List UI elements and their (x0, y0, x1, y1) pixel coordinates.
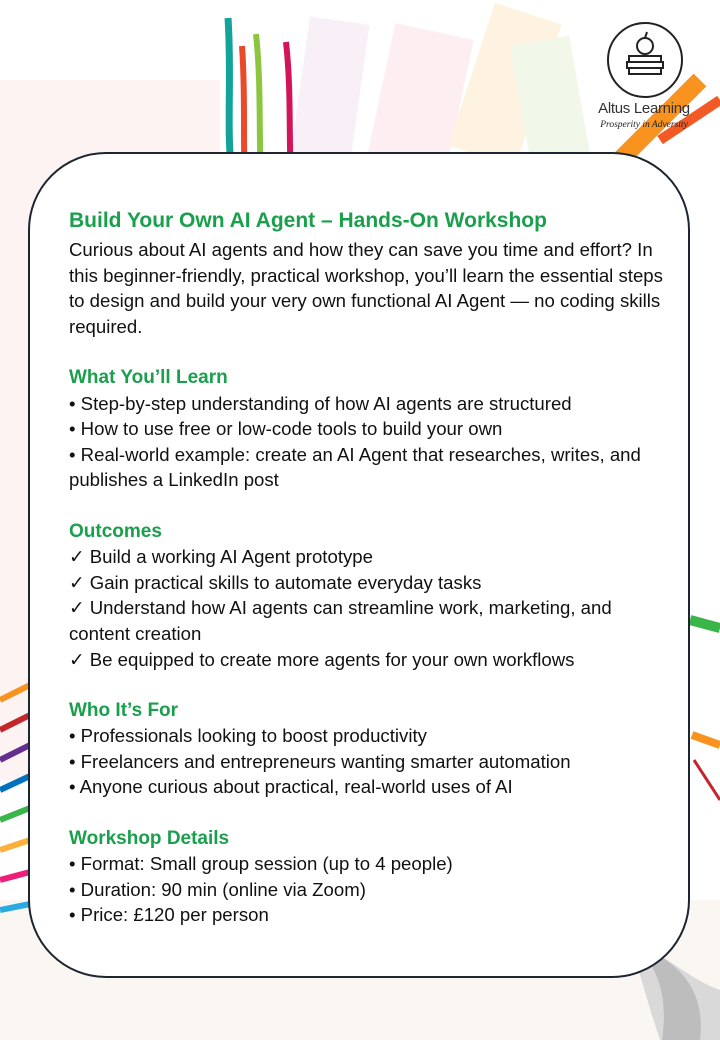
altus-learning-logo (592, 18, 702, 138)
workshop-content (69, 205, 669, 928)
section-heading-outcomes: Outcomes (69, 520, 162, 542)
logo-emblem (607, 22, 683, 98)
list-item: • Step-by-step understanding of how AI agents are structured (69, 392, 572, 414)
list-item: ✓ Gain practical skills to automate everyday tasks (69, 571, 482, 593)
apple-books-icon (609, 24, 681, 96)
list-item: • Anyone curious about practical, real-world uses of AI (69, 776, 513, 798)
outcomes-list (69, 544, 669, 672)
workshop-title: Build Your Own AI Agent – Hands-On Workshop (69, 209, 547, 232)
list-item: • Duration: 90 min (online via Zoom) (69, 878, 366, 900)
list-item: ✓ Build a working AI Agent prototype (69, 546, 373, 568)
section-heading-details: Workshop Details (69, 827, 230, 849)
list-item: ✓ Understand how AI agents can streamline work, marketing, and content creation (69, 597, 612, 644)
logo-name: Altus Learning (598, 100, 690, 117)
list-item: • Professionals looking to boost productivity (69, 725, 427, 747)
audience-list (69, 723, 669, 800)
list-item: ✓ Be equipped to create more agents for your own workflows (69, 648, 575, 670)
logo-tagline: Prosperity in Adversity (600, 120, 688, 130)
list-item: • How to use free or low-code tools to build your own (69, 418, 503, 440)
list-item: • Freelancers and entrepreneurs wanting smarter automation (69, 750, 571, 772)
learn-list (69, 391, 669, 493)
section-heading-learn: What You’ll Learn (69, 366, 228, 388)
list-item: • Format: Small group session (up to 4 people) (69, 853, 453, 875)
list-item: • Price: £120 per person (69, 904, 269, 926)
workshop-intro: Curious about AI agents and how they can save you time and effort? In this beginner-friendly, practical workshop, you’ll learn the essential steps to design and build your very own functional AI Agent — no coding skills required. (69, 239, 663, 337)
list-item: • Real-world example: create an AI Agent that researches, writes, and publishes a LinkedIn post (69, 443, 641, 491)
details-list (69, 851, 669, 928)
section-heading-audience: Who It’s For (69, 699, 179, 721)
